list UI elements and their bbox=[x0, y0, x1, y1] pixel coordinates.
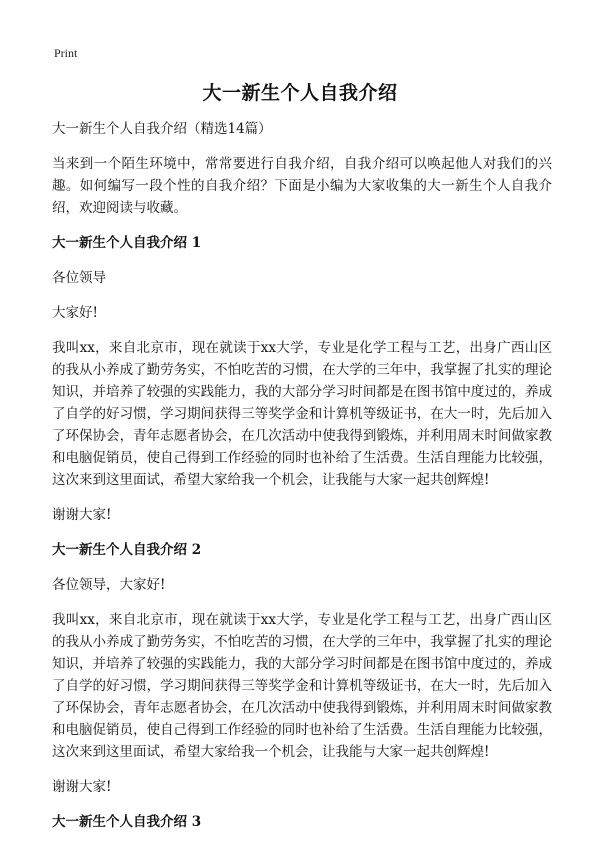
print-link[interactable]: Print bbox=[54, 46, 78, 60]
section-1-greeting-2: 大家好! bbox=[52, 305, 98, 321]
section-2-closing: 谢谢大家! bbox=[52, 779, 112, 795]
page-title: 大一新生个人自我介绍 bbox=[202, 82, 398, 104]
section-1-greeting: 各位领导 bbox=[52, 270, 106, 286]
intro-paragraph: 当来到一个陌生环境中，常常要进行自我介绍，自我介绍可以唤起他人对我们的兴趣。如何编写一段个性的自我介绍？下面是小编为大家收集的大一新生个人自我介绍，欢迎阅读与收藏。 bbox=[52, 156, 552, 216]
document-content bbox=[52, 118, 552, 846]
section-2-greeting: 各位领导，大家好! bbox=[52, 577, 166, 593]
section-1-closing: 谢谢大家! bbox=[52, 507, 112, 523]
section-heading-3: 大一新生个人自我介绍 3 bbox=[52, 814, 202, 830]
document-subtitle: 大一新生个人自我介绍（精选14篇） bbox=[52, 121, 272, 137]
section-2-body: 我叫xx，来自北京市，现在就读于xx大学，专业是化学工程与工艺，出身广西山区的我从小养成了勤劳务实，不怕吃苦的习惯，在大学的三年中，我掌握了扎实的理论知识，并培养了较强的实践能力，我的大部分学习时间都是在图书馆中度过的，养成了自学的好习惯，学习期间获得三等奖学金和计算机等级证书，在大一时，先后加入了环保协会，青年志愿者协会，在几次活动中使我得到锻炼，并利用周末时间做家教和电脑促销员，使自己得到工作经验的同时也补给了生活费。生活自理能力比较强，这次来到这里面试，希望大家给我一个机会，让我能与大家一起共创辉煌! bbox=[52, 612, 552, 760]
section-heading-1: 大一新生个人自我介绍 1 bbox=[52, 235, 202, 251]
section-1-body: 我叫xx，来自北京市，现在就读于xx大学，专业是化学工程与工艺，出身广西山区的我从小养成了勤劳务实，不怕吃苦的习惯，在大学的三年中，我掌握了扎实的理论知识，并培养了较强的实践能力，我的大部分学习时间都是在图书馆中度过的，养成了自学的好习惯，学习期间获得三等奖学金和计算机等级证书，在大一时，先后加入了环保协会，青年志愿者协会，在几次活动中使我得到锻炼，并利用周末时间做家教和电脑促销员，使自己得到工作经验的同时也补给了生活费。生活自理能力比较强，这次来到这里面试，希望大家给我一个机会，让我能与大家一起共创辉煌! bbox=[52, 340, 552, 488]
section-heading-2: 大一新生个人自我介绍 2 bbox=[52, 542, 202, 558]
